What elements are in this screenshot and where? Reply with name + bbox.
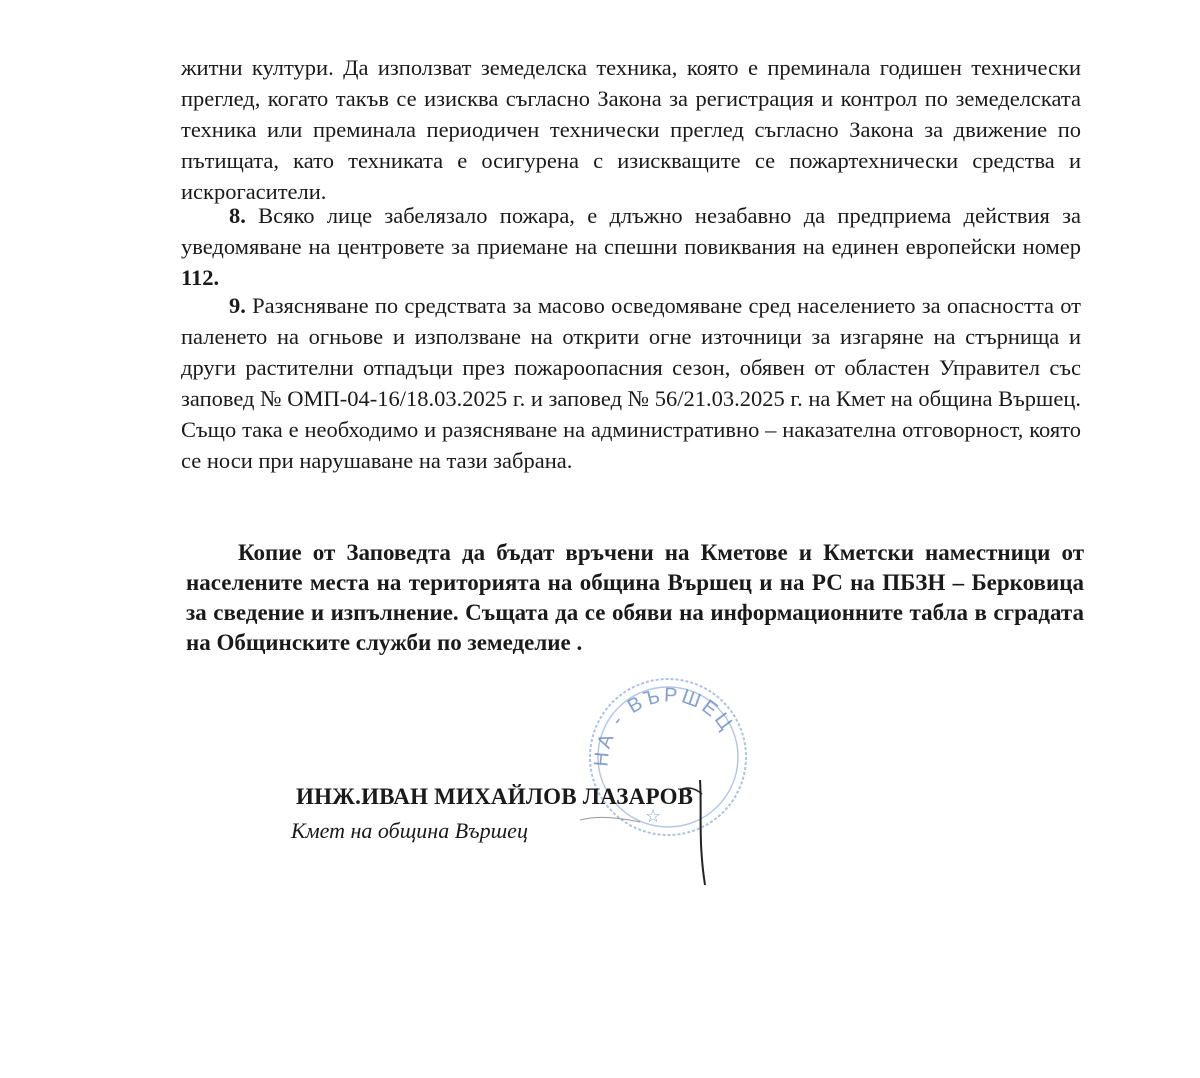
item-number-9: 9.: [229, 293, 246, 318]
star-icon: ☆: [645, 806, 662, 827]
closing-instruction: Копие от Заповедта да бъдат връчени на Кметове и Кметски наместници от населените места на територията на община Вършец и на РС на ПБЗН – Берковица за сведение и изпълнение. Същата да се обяви на информационните табла в сградата на Общинските служби по земеделие .: [186, 540, 1084, 655]
paragraph-item-9-text: Разясняване по средствата за масово осведомяване сред населението за опасността от паленето на огньове и използване на открити огне източници за изгаряне на стърнища и други растителни отпадъци през пожароопасния сезон, обявен от областен Управител със заповед № ОМП-04-16/18.03.2025 г. и заповед № 56/21.03.2025 г. на Кмет на община Вършец. Също така е необходимо и разясняване на административно – наказателна отговорност, която се носи при нарушаване на тази забрана.: [181, 293, 1081, 473]
paragraph-continuation-text: житни култури. Да използват земеделска техника, която е преминала годишен технически преглед, когато такъв се изисква съгласно Закона за регистрация и контрол по земеделската техника или преминала периодичен технически преглед съгласно Закона за движение по пътищата, като техниката е осигурена с изискващите се пожартехнически средства и искрогасители.: [181, 55, 1081, 204]
emergency-number: 112.: [181, 265, 220, 290]
stamp-text: НА - ВЪРШЕЦ: [590, 684, 739, 768]
item-number-8: 8.: [229, 203, 246, 228]
paragraph-item-8-text: Всяко лице забелязало пожара, е длъжно незабавно да предприема действия за уведомяване на центровете за приемане на спешни повиквания на единен европейски номер: [181, 203, 1081, 259]
handwritten-signature: [560, 760, 760, 900]
signatory-name: ИНЖ.ИВАН МИХАЙЛОВ ЛАЗАРОВ: [296, 784, 694, 809]
paragraph-item-9: [181, 290, 1081, 476]
signatory-title: Кмет на община Вършец: [291, 818, 528, 843]
paragraph-continuation: [181, 52, 1081, 207]
paragraph-item-8: [181, 200, 1081, 293]
